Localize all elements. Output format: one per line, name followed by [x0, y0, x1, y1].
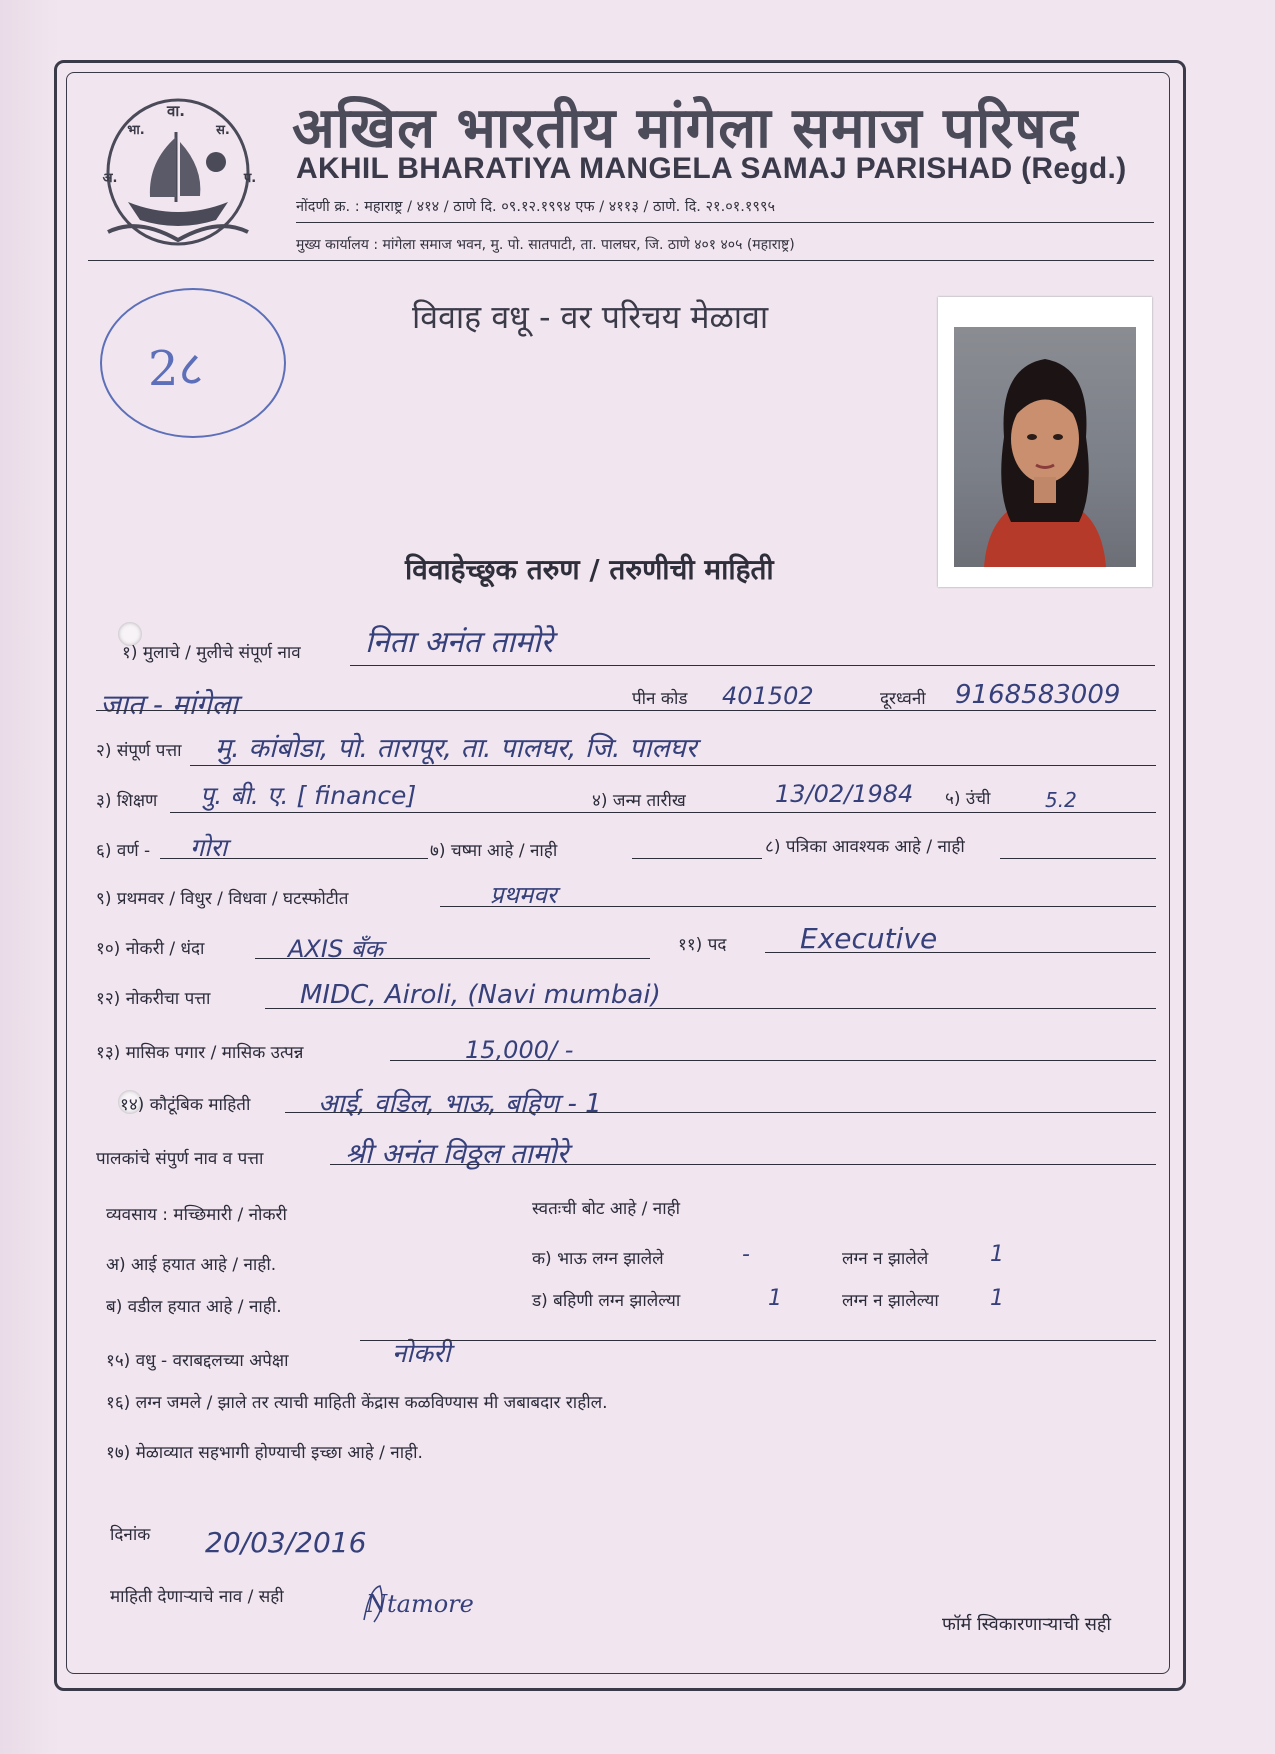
height-label: ५) उंची — [945, 789, 991, 809]
ship-logo-icon — [88, 92, 268, 262]
caste-underline — [96, 710, 1156, 711]
informant-signature — [360, 1578, 490, 1628]
head-office-address: मुख्य कार्यालय : मांगेला समाज भवन, मु. पो. सातपाटी, ता. पालघर, जि. ठाणे ४०१ ४०५ (महाराष्ट्र) — [296, 237, 795, 253]
declaration-16: १६) लग्न जमले / झाले तर त्याची माहिती केंद्रास कळविण्यास मी जबाबदार राहील. — [106, 1393, 608, 1413]
complexion-value: गोरा — [190, 833, 228, 862]
occupation-label: व्यवसाय : मच्छिमारी / नोकरी — [106, 1205, 287, 1225]
family-info-label: १४) कौटूंबिक माहिती — [120, 1095, 251, 1115]
glasses-label: ७) चष्मा आहे / नाही — [430, 841, 558, 861]
marital-underline — [440, 906, 1156, 907]
signature-text: Ntamore — [366, 1590, 474, 1618]
header-bottom-divider — [88, 260, 1154, 261]
brother-married-value: - — [742, 1242, 750, 1267]
name-value: निता अनंत तामोरे — [365, 625, 553, 660]
phone-label: दूरध्वनी — [880, 689, 926, 709]
address-underline — [190, 765, 1156, 766]
salary-value: 15,000/ - — [465, 1036, 574, 1064]
informant-signature-label: माहिती देणाऱ्याचे नाव / सही — [110, 1587, 284, 1607]
registration-number: नोंदणी क्र. : महाराष्ट्र / ४१४ / ठाणे दि. ०९.१२.१९९४ एफ / ४११३ / ठाणे. दि. २१.०१.१९९५ — [296, 199, 776, 215]
event-title: विवाह वधू - वर परिचय मेळावा — [412, 298, 769, 336]
sister-married-label: ड) बहिणी लग्न झालेल्या — [532, 1291, 681, 1311]
page-margin — [0, 0, 60, 1754]
pincode-value: 401502 — [722, 682, 814, 710]
post-value: Executive — [800, 922, 938, 955]
family-underline — [285, 1112, 1156, 1113]
post-label: ११) पद — [678, 935, 727, 955]
father-alive-label: ब) वडील हयात आहे / नाही. — [106, 1297, 282, 1317]
guardian-label: पालकांचे संपुर्ण नाव व पत्ता — [96, 1149, 264, 1169]
expectation-underline — [360, 1340, 1156, 1341]
name-label: १) मुलाचे / मुलीचे संपूर्ण नाव — [122, 643, 301, 663]
receiver-signature-label: फॉर्म स्विकारणाऱ्याची सही — [942, 1614, 1112, 1635]
family-info-value: आई, वडिल, भाऊ, बहिण - 1 — [318, 1089, 602, 1119]
pincode-label: पीन कोड — [632, 689, 688, 709]
sister-unmarried-label: लग्न न झालेल्या — [842, 1291, 939, 1311]
complexion-underline — [160, 858, 428, 859]
org-name-devanagari: अखिल भारतीय मांगेला समाज परिषद — [292, 95, 1079, 161]
date-value: 20/03/2016 — [205, 1526, 367, 1559]
name-underline — [350, 665, 1155, 666]
education-underline — [170, 812, 1156, 813]
logo-letter: स. — [216, 123, 230, 138]
salary-underline — [390, 1060, 1156, 1061]
expectation-label: १५) वधु - वराबद्दलच्या अपेक्षा — [106, 1351, 289, 1371]
form-number: 2८ — [148, 341, 204, 397]
date-label: दिनांक — [110, 1525, 151, 1545]
education-label: ३) शिक्षण — [96, 791, 158, 811]
boat-label: स्वतःची बोट आहे / नाही — [532, 1199, 681, 1219]
declaration-17: १७) मेळाव्यात सहभागी होण्याची इच्छा आहे / नाही. — [106, 1443, 423, 1463]
mother-alive-label: अ) आई हयात आहे / नाही. — [106, 1255, 277, 1275]
job-address-underline — [265, 1008, 1156, 1009]
job-value: AXIS बँक — [288, 935, 383, 963]
job-address-label: १२) नोकरीचा पत्ता — [96, 989, 211, 1009]
section-title: विवाहेच्छूक तरुण / तरुणीची माहिती — [405, 553, 774, 586]
guardian-value: श्री अनंत विठ्ठल तामोरे — [345, 1137, 569, 1170]
brother-unmarried-label: लग्न न झालेले — [842, 1249, 929, 1269]
applicant-photo — [938, 297, 1152, 587]
brother-unmarried-value: 1 — [990, 1242, 1004, 1267]
dob-label: ४) जन्म तारीख — [592, 791, 686, 811]
marital-status-label: ९) प्रथमवर / विधुर / विधवा / घटस्फोटीत — [96, 889, 349, 909]
height-value: 5.2 — [1045, 788, 1077, 812]
phone-value: 9168583009 — [955, 680, 1121, 710]
glasses-underline — [632, 858, 762, 859]
education-value: पु. बी. ए. [ finance] — [200, 781, 417, 810]
logo-letter: भा. — [127, 123, 145, 138]
job-address-value: MIDC, Airoli, (Navi mumbai) — [300, 980, 661, 1010]
logo-letter: अ. — [102, 171, 118, 186]
guardian-underline — [330, 1164, 1156, 1165]
post-underline — [765, 952, 1156, 953]
sister-unmarried-value: 1 — [990, 1286, 1004, 1311]
org-name-english: AKHIL BHARATIYA MANGELA SAMAJ PARISHAD (Regd.) — [296, 152, 1127, 185]
caste-value: जात - मांगेला — [100, 688, 238, 721]
brother-married-label: क) भाऊ लग्न झालेले — [532, 1249, 664, 1269]
complexion-label: ६) वर्ण - — [96, 841, 151, 861]
dob-value: 13/02/1984 — [775, 780, 914, 808]
logo-letter: प. — [243, 171, 257, 186]
sister-married-value: 1 — [768, 1286, 782, 1311]
expectation-value: नोकरी — [392, 1339, 451, 1369]
horoscope-underline — [1000, 858, 1156, 859]
salary-label: १३) मासिक पगार / मासिक उत्पन्न — [96, 1043, 304, 1063]
job-label: १०) नोकरी / धंदा — [96, 939, 205, 959]
job-underline — [255, 958, 650, 959]
logo-letter: वा. — [167, 102, 185, 120]
horoscope-label: ८) पत्रिका आवश्यक आहे / नाही — [765, 837, 965, 857]
address-value: मु. कांबोडा, पो. तारापूर, ता. पालघर, जि. पालघर — [215, 733, 697, 764]
marital-status-value: प्रथमवर — [490, 881, 557, 909]
address-label: २) संपूर्ण पत्ता — [96, 741, 182, 761]
portrait-image — [954, 327, 1136, 567]
header-divider — [296, 222, 1154, 223]
